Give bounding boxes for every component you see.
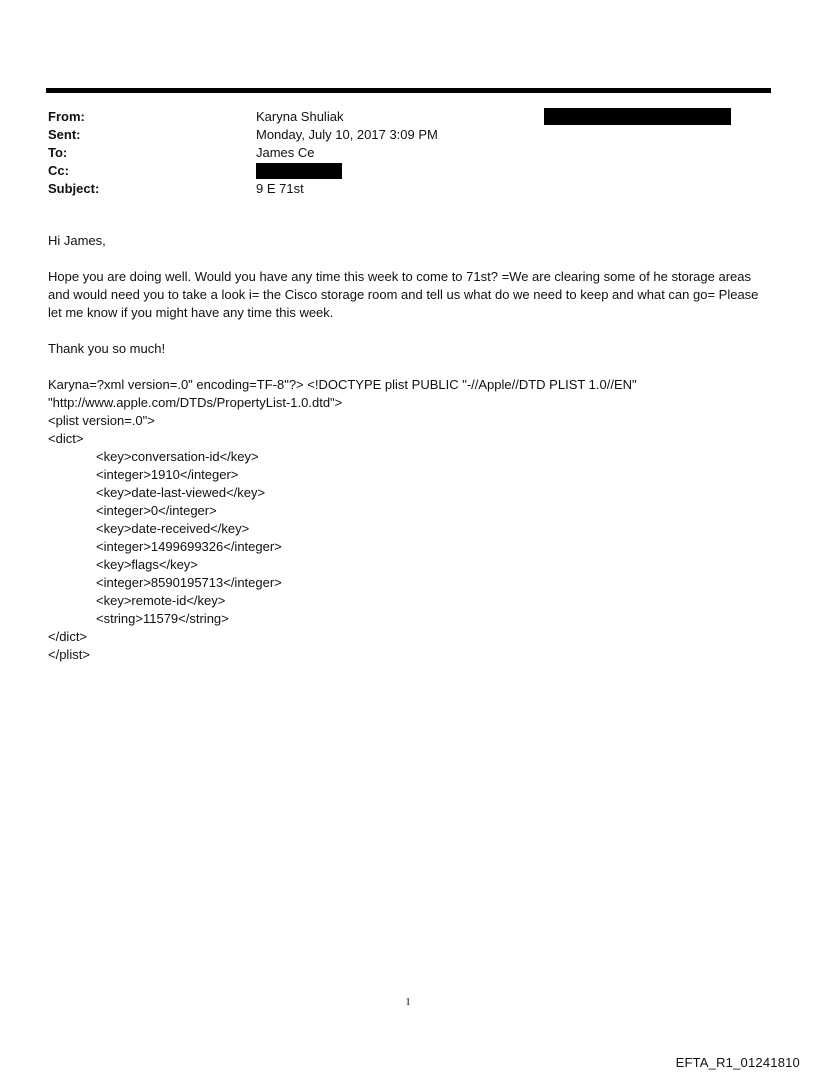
subject-row [48, 180, 768, 198]
redaction-box [544, 108, 731, 125]
greeting: Hi James, [48, 233, 106, 248]
xml-line: <key>date-last-viewed</key> [96, 485, 266, 500]
document-id: EFTA_R1_01241810 [675, 1055, 800, 1070]
from-value [256, 108, 343, 126]
from-name: Karyna Shuliak [256, 109, 344, 124]
plist-block [48, 376, 768, 664]
to-value: James Ce [256, 145, 315, 160]
xml-line: </plist> [48, 647, 90, 662]
xml-line: <key>conversation-id</key> [96, 449, 259, 464]
xml-line: <dict> [48, 431, 84, 446]
xml-line: <integer>8590195713</integer> [96, 575, 282, 590]
email-body [48, 232, 768, 664]
subject-value: 9 E 71st [256, 181, 304, 196]
xml-line: "http://www.apple.com/DTDs/PropertyList-1.0.dtd"> [48, 395, 343, 410]
redaction-box [256, 163, 342, 179]
sent-row [48, 126, 768, 144]
cc-label: Cc: [48, 163, 69, 178]
xml-line: <plist version=.0"> [48, 413, 155, 428]
from-row [48, 108, 768, 126]
message-paragraph: Hope you are doing well. Would you have any time this week to come to 71st? =We are clearing some of he storage areas and would need you to take a look i= the Cisco storage room and tell us what do we need to keep and what can go= Please let me know if you might have any time this week. [48, 269, 759, 320]
header-rule [46, 88, 771, 93]
xml-line: Karyna=?xml version=.0" encoding=TF-8"?> <!DOCTYPE plist PUBLIC "-//Apple//DTD PLIST 1.0//EN" [48, 377, 637, 392]
email-header [48, 108, 768, 198]
sent-label: Sent: [48, 127, 81, 142]
page-number: 1 [405, 996, 411, 1008]
to-label: To: [48, 145, 68, 160]
sent-value: Monday, July 10, 2017 3:09 PM [256, 127, 438, 142]
xml-line: <integer>1499699326</integer> [96, 539, 282, 554]
cc-row [48, 162, 768, 180]
xml-line: <integer>0</integer> [96, 503, 217, 518]
xml-line: <string>11579</string> [96, 611, 229, 626]
xml-line: <key>flags</key> [96, 557, 198, 572]
thanks-line: Thank you so much! [48, 341, 166, 356]
from-label: From: [48, 109, 85, 124]
to-row [48, 144, 768, 162]
xml-line: <integer>1910</integer> [96, 467, 239, 482]
xml-line: <key>date-received</key> [96, 521, 250, 536]
xml-line: <key>remote-id</key> [96, 593, 226, 608]
xml-line: </dict> [48, 629, 88, 644]
subject-label: Subject: [48, 181, 100, 196]
